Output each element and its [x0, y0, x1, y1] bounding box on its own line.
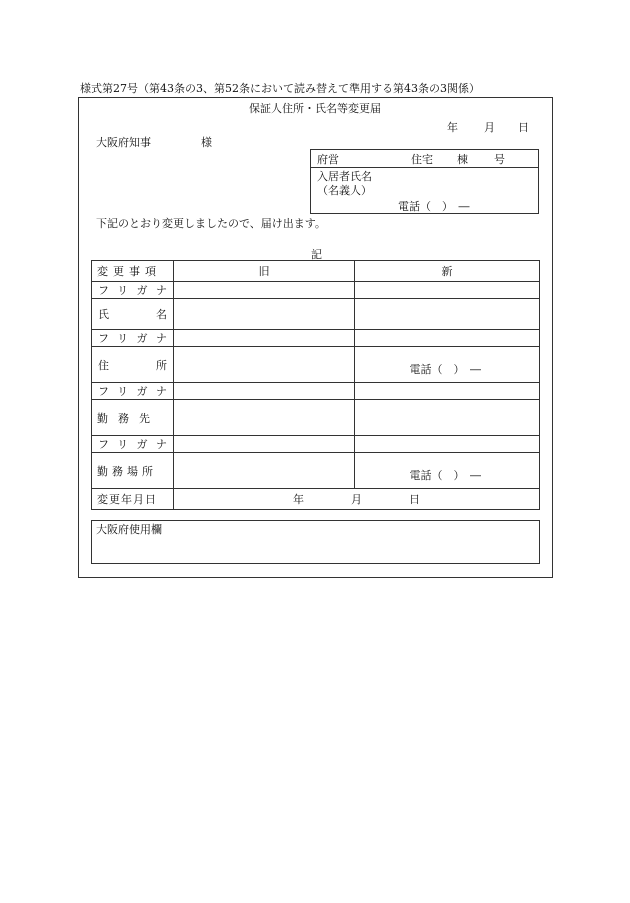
- nominee-label: （名義人）: [317, 184, 372, 197]
- form-number-label: 様式第27号（第43条の3、第52条において読み替えて準用する第43条の3関係）: [80, 82, 480, 95]
- old-furigana-address[interactable]: [174, 330, 355, 347]
- old-furigana-workplace[interactable]: [174, 383, 355, 400]
- table-row: [92, 383, 540, 400]
- new-furigana-work-location[interactable]: [355, 436, 540, 453]
- row-label-furigana-work-location: フリガナ: [92, 436, 174, 453]
- new-workplace[interactable]: [355, 400, 540, 436]
- table-row: [92, 453, 540, 489]
- old-address[interactable]: [174, 347, 355, 383]
- form-title: 保証人住所・氏名等変更届: [249, 102, 381, 115]
- resident-name-label: 入居者氏名: [317, 170, 372, 183]
- jutaku-label: 住宅: [411, 153, 433, 166]
- header-item: 変更事項: [92, 261, 174, 282]
- row-label-change-date: 変更年月日: [92, 489, 174, 510]
- row-label-furigana-address: フリガナ: [92, 330, 174, 347]
- housing-label: 府営: [317, 153, 339, 166]
- intro-text: 下記のとおり変更しましたので、届け出ます。: [96, 217, 326, 230]
- table-row: [92, 299, 540, 330]
- new-furigana-address[interactable]: [355, 330, 540, 347]
- old-work-location[interactable]: [174, 453, 355, 489]
- old-furigana-name[interactable]: [174, 282, 355, 299]
- row-label-furigana-name: フリガナ: [92, 282, 174, 299]
- row-label-workplace: 勤務先: [92, 400, 174, 436]
- row-label-work-location: 勤務場所: [92, 453, 174, 489]
- new-furigana-name[interactable]: [355, 282, 540, 299]
- submit-date-month: 月: [484, 121, 495, 134]
- table-row: [92, 489, 540, 510]
- table-row: [92, 400, 540, 436]
- new-work-location-phone-label: 電話（ ） ―: [409, 469, 481, 482]
- change-record-table: [91, 260, 540, 510]
- header-old: 旧: [174, 261, 355, 282]
- row-label-name: 氏名: [92, 299, 174, 330]
- new-work-location[interactable]: [355, 453, 540, 489]
- ki-heading: 記: [311, 248, 322, 261]
- submit-date-year: 年: [447, 121, 458, 134]
- change-date-year: 年: [293, 493, 304, 506]
- resident-phone-label: 電話（ ） ―: [398, 200, 470, 213]
- new-name[interactable]: [355, 299, 540, 330]
- old-workplace[interactable]: [174, 400, 355, 436]
- table-header-row: [92, 261, 540, 282]
- new-address[interactable]: [355, 347, 540, 383]
- old-furigana-work-location[interactable]: [174, 436, 355, 453]
- table-row: [92, 330, 540, 347]
- header-new: 新: [355, 261, 540, 282]
- osaka-use-label: 大阪府使用欄: [96, 523, 162, 536]
- change-date-month: 月: [351, 493, 362, 506]
- addressee-name: 大阪府知事: [96, 136, 151, 149]
- resident-box-divider: [310, 167, 538, 168]
- table-row: [92, 282, 540, 299]
- old-name[interactable]: [174, 299, 355, 330]
- building-label: 棟: [457, 153, 468, 166]
- room-number-label: 号: [494, 153, 505, 166]
- row-label-address: 住所: [92, 347, 174, 383]
- change-date-value[interactable]: [174, 489, 540, 510]
- new-furigana-workplace[interactable]: [355, 383, 540, 400]
- submit-date-day: 日: [518, 121, 529, 134]
- table-row: [92, 436, 540, 453]
- table-row: [92, 347, 540, 383]
- row-label-furigana-workplace: フリガナ: [92, 383, 174, 400]
- addressee-honorific: 様: [201, 136, 212, 149]
- change-date-day: 日: [409, 493, 420, 506]
- new-address-phone-label: 電話（ ） ―: [409, 363, 481, 376]
